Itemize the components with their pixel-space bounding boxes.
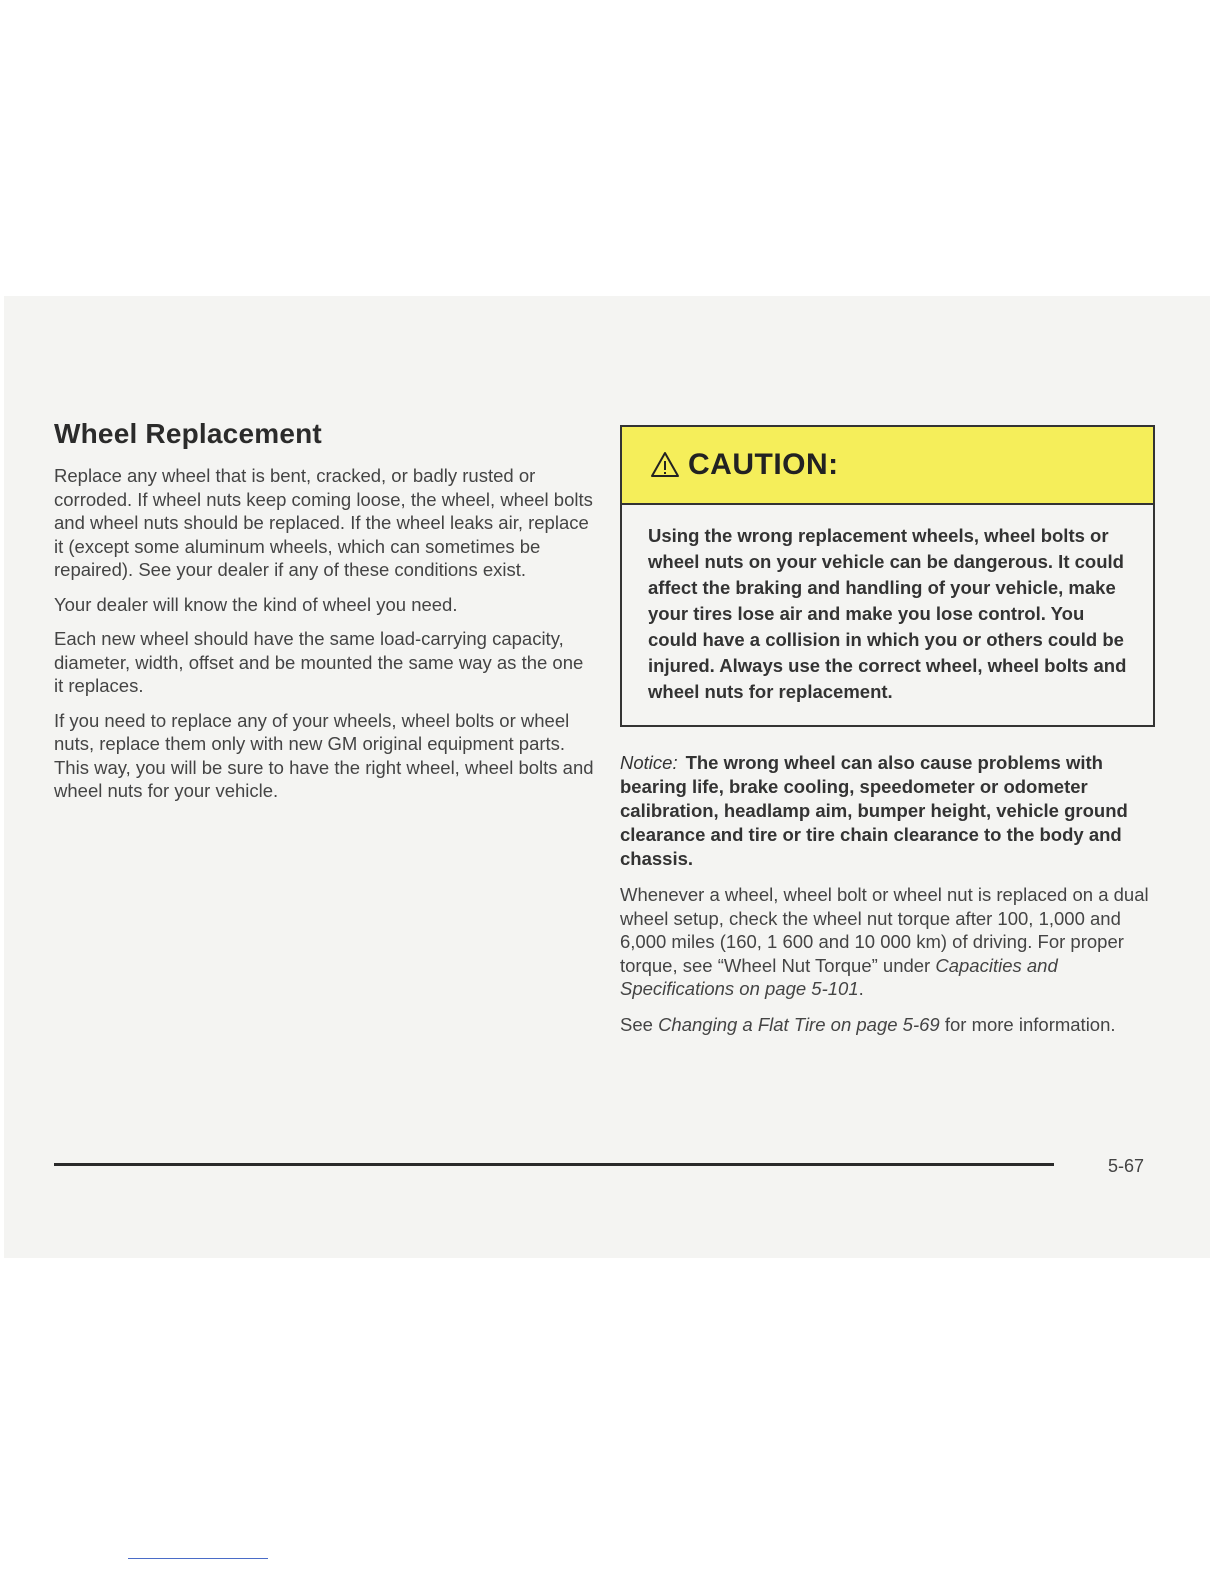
notice — [620, 751, 1155, 871]
footer-rule — [54, 1163, 1054, 1166]
torque-end: . — [858, 978, 864, 999]
body-paragraph: Replace any wheel that is bent, cracked, or badly rusted or corroded. If wheel nuts keep coming loose, the wheel, wheel bolts and wheel nuts should be replaced. If the wheel leaks air, replace it (except some aluminum wheels, which can sometimes be repaired). See your dealer if any of these conditions exist. — [54, 465, 593, 580]
body-paragraph: Each new wheel should have the same load-carrying capacity, diameter, width, offset and be mounted the same way as the one it replaces. — [54, 628, 584, 696]
bottom-link-underline — [128, 1558, 268, 1559]
caution-text: Using the wrong replacement wheels, wheel bolts or wheel nuts on your vehicle can be dangerous. It could affect the braking and handling of your vehicle, make your tires lose air and make you lose control. You could have a collision in which you or others could be injured. Always use the correct wheel, wheel bolts and wheel nuts for replacement. — [648, 525, 1127, 702]
caution-header — [622, 427, 1153, 505]
caution-label: CAUTION: — [688, 448, 839, 481]
flat-tire-reference[interactable]: Changing a Flat Tire on page 5-69 — [658, 1013, 940, 1035]
see-prefix: See — [620, 1013, 659, 1035]
body-paragraph: Your dealer will know the kind of wheel you need. — [54, 593, 458, 615]
see-suffix: for more information. — [939, 1013, 1116, 1035]
notice-text: The wrong wheel can also cause problems with bearing life, brake cooling, speedometer or odometer calibration, headlamp aim, bumper height, vehicle ground clearance and tire or tire chain clearance to the body and chassis. — [620, 752, 1128, 869]
notice-label: Notice: — [620, 752, 678, 773]
warning-triangle-icon — [650, 450, 680, 480]
torque-reference[interactable]: Capacities and Specifications on page 5-101 — [620, 954, 1058, 999]
torque-text: Whenever a wheel, wheel bolt or wheel nut is replaced on a dual wheel setup, check the wheel nut torque after 100, 1,000 and 6,000 miles (160, 1 600 and 10 000 km) of driving. For proper torque, see “Wheel Nut Torque” under — [620, 884, 1149, 976]
see-paragraph — [620, 1013, 1155, 1037]
left-column — [54, 418, 594, 814]
right-column — [620, 425, 1155, 1036]
section-title: Wheel Replacement — [54, 418, 322, 449]
torque-paragraph — [620, 883, 1155, 1001]
caution-box — [620, 425, 1155, 727]
page-number: 5-67 — [1108, 1156, 1145, 1176]
body-paragraph: If you need to replace any of your wheels, wheel bolts or wheel nuts, replace them only with new GM original equipment parts. This way, you will be sure to have the right wheel, wheel bolts and wheel nuts for your vehicle. — [54, 709, 594, 801]
